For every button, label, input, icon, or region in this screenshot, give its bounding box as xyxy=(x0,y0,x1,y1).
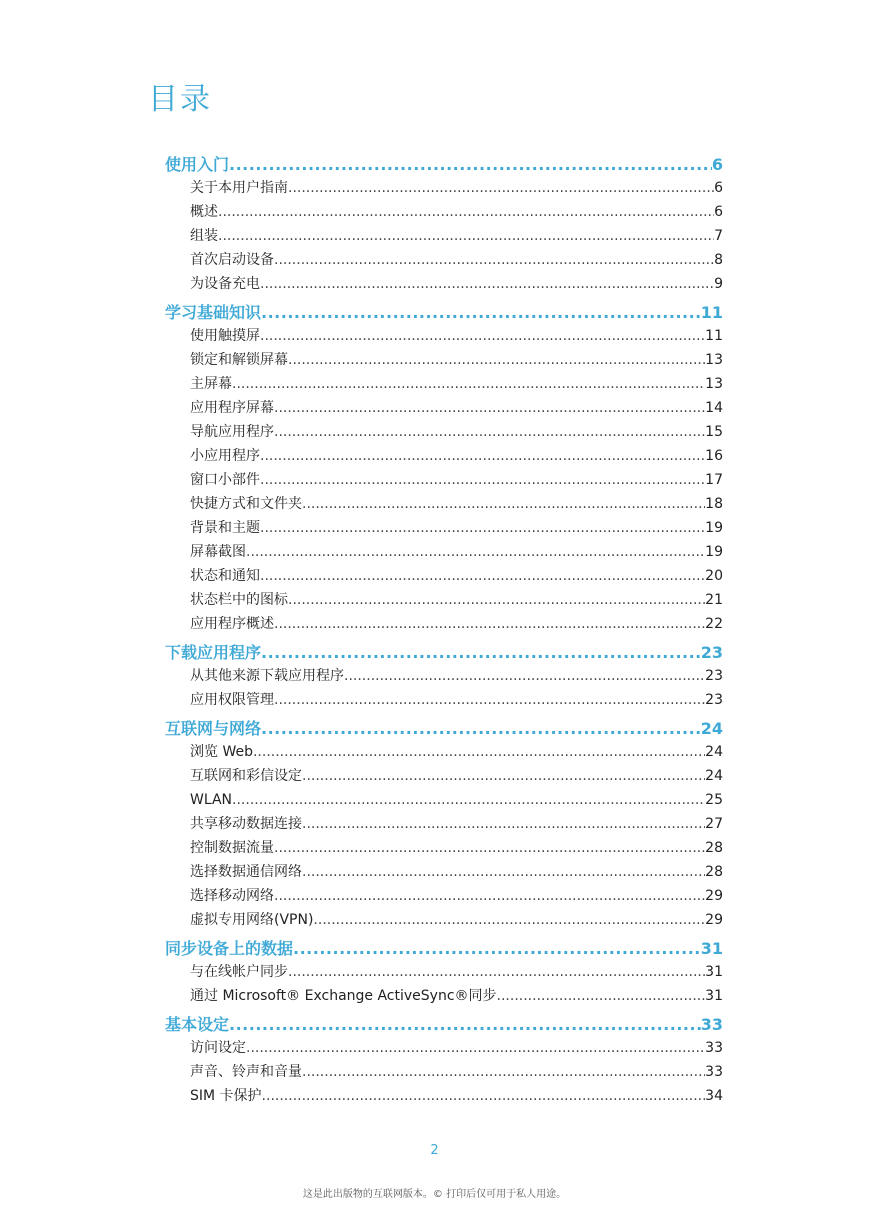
table-of-contents xyxy=(165,150,723,1108)
toc-chapter[interactable] xyxy=(165,298,723,324)
item-title: 导航应用程序 xyxy=(190,424,274,440)
toc-item[interactable] xyxy=(165,272,723,296)
item-page: 19 xyxy=(705,520,723,536)
dot-leader xyxy=(274,420,705,444)
toc-item[interactable] xyxy=(165,612,723,636)
item-page: 29 xyxy=(705,912,723,928)
toc-item[interactable] xyxy=(165,224,723,248)
toc-item[interactable] xyxy=(165,836,723,860)
toc-item[interactable] xyxy=(165,540,723,564)
item-title: 应用程序概述 xyxy=(190,616,274,632)
dot-leader xyxy=(274,688,705,712)
dot-leader xyxy=(302,812,705,836)
item-page: 27 xyxy=(705,816,723,832)
toc-item[interactable] xyxy=(165,248,723,272)
chapter-title: 学习基础知识 xyxy=(165,303,262,322)
item-page: 22 xyxy=(705,616,723,632)
toc-item[interactable] xyxy=(165,860,723,884)
toc-item[interactable] xyxy=(165,1060,723,1084)
item-title: 主屏幕 xyxy=(190,376,232,392)
item-page: 20 xyxy=(705,568,723,584)
dot-leader xyxy=(260,468,705,492)
item-title: 浏览 Web xyxy=(190,744,253,760)
item-title: 快捷方式和文件夹 xyxy=(190,496,302,512)
toc-chapter[interactable] xyxy=(165,714,723,740)
toc-item[interactable] xyxy=(165,372,723,396)
item-page: 18 xyxy=(705,496,723,512)
dot-leader xyxy=(274,884,705,908)
chapter-title: 使用入门 xyxy=(165,155,230,174)
toc-section xyxy=(165,1010,723,1108)
toc-chapter[interactable] xyxy=(165,934,723,960)
item-page: 11 xyxy=(705,328,723,344)
chapter-page: 11 xyxy=(700,303,723,322)
item-title: 使用触摸屏 xyxy=(190,328,260,344)
chapter-title: 基本设定 xyxy=(165,1015,230,1034)
item-title: 从其他来源下载应用程序 xyxy=(190,668,344,684)
toc-item[interactable] xyxy=(165,788,723,812)
chapter-title: 同步设备上的数据 xyxy=(165,939,294,958)
dot-leader xyxy=(313,908,705,932)
item-title: 应用程序屏幕 xyxy=(190,400,274,416)
chapter-page: 24 xyxy=(700,719,723,738)
dot-leader xyxy=(274,396,705,420)
item-page: 13 xyxy=(705,352,723,368)
item-title: 通过 Microsoft® Exchange ActiveSync®同步 xyxy=(190,988,497,1004)
toc-chapter[interactable] xyxy=(165,638,723,664)
toc-item[interactable] xyxy=(165,492,723,516)
item-page: 33 xyxy=(705,1064,723,1080)
dot-leader xyxy=(274,836,705,860)
item-title: 应用权限管理 xyxy=(190,692,274,708)
dot-leader xyxy=(260,516,705,540)
toc-item[interactable] xyxy=(165,664,723,688)
dot-leader xyxy=(260,444,705,468)
dot-leader xyxy=(253,740,705,764)
item-title: 共享移动数据连接 xyxy=(190,816,302,832)
dot-leader xyxy=(288,176,714,200)
toc-section xyxy=(165,934,723,1008)
dot-leader xyxy=(288,588,705,612)
item-page: 17 xyxy=(705,472,723,488)
toc-item[interactable] xyxy=(165,176,723,200)
toc-section xyxy=(165,150,723,296)
dot-leader xyxy=(218,224,714,248)
item-page: 21 xyxy=(705,592,723,608)
page-number: 2 xyxy=(430,1143,439,1158)
dot-leader xyxy=(302,492,705,516)
footer-note: 这是此出版物的互联网版本。© 打印后仅可用于私人用途。 xyxy=(302,1189,567,1200)
item-page: 16 xyxy=(705,448,723,464)
dot-leader xyxy=(260,564,705,588)
item-page: 6 xyxy=(714,204,723,220)
item-page: 28 xyxy=(705,864,723,880)
item-title: 组装 xyxy=(190,228,218,244)
dot-leader xyxy=(288,348,705,372)
toc-item[interactable] xyxy=(165,1084,723,1108)
dot-leader xyxy=(246,1036,705,1060)
toc-item[interactable] xyxy=(165,984,723,1008)
toc-chapter[interactable] xyxy=(165,150,723,176)
toc-item[interactable] xyxy=(165,200,723,224)
toc-item[interactable] xyxy=(165,420,723,444)
item-page: 13 xyxy=(705,376,723,392)
item-title: WLAN xyxy=(190,792,233,808)
toc-section xyxy=(165,714,723,932)
toc-item[interactable] xyxy=(165,324,723,348)
item-title: 小应用程序 xyxy=(190,448,260,464)
item-title: 与在线帐户同步 xyxy=(190,964,288,980)
dot-leader xyxy=(232,788,705,812)
item-title: 概述 xyxy=(190,204,218,220)
item-page: 19 xyxy=(705,544,723,560)
chapter-page: 6 xyxy=(711,155,723,174)
item-title: 为设备充电 xyxy=(190,276,260,292)
chapter-title: 下载应用程序 xyxy=(165,643,262,662)
item-title: 状态和通知 xyxy=(190,568,260,584)
toc-section xyxy=(165,638,723,712)
item-page: 6 xyxy=(714,180,723,196)
item-page: 24 xyxy=(705,744,723,760)
toc-item[interactable] xyxy=(165,884,723,908)
toc-item[interactable] xyxy=(165,444,723,468)
item-title: SIM 卡保护 xyxy=(190,1088,262,1104)
toc-item[interactable] xyxy=(165,960,723,984)
dot-leader xyxy=(302,860,705,884)
item-page: 8 xyxy=(714,252,723,268)
toc-item[interactable] xyxy=(165,1036,723,1060)
item-title: 首次启动设备 xyxy=(190,252,274,268)
page-title: 目录 xyxy=(148,82,212,117)
toc-chapter[interactable] xyxy=(165,1010,723,1036)
item-title: 背景和主题 xyxy=(190,520,260,536)
toc-item[interactable] xyxy=(165,812,723,836)
chapter-page: 23 xyxy=(700,643,723,662)
item-title: 关于本用户指南 xyxy=(190,180,288,196)
toc-section xyxy=(165,298,723,636)
item-title: 窗口小部件 xyxy=(190,472,260,488)
item-page: 25 xyxy=(705,792,723,808)
item-title: 选择数据通信网络 xyxy=(190,864,302,880)
item-title: 控制数据流量 xyxy=(190,840,274,856)
dot-leader xyxy=(302,1060,705,1084)
toc-item[interactable] xyxy=(165,740,723,764)
toc-item[interactable] xyxy=(165,908,723,932)
dot-leader xyxy=(288,960,705,984)
item-page: 9 xyxy=(714,276,723,292)
dot-leader xyxy=(274,248,714,272)
item-page: 23 xyxy=(705,668,723,684)
item-title: 声音、铃声和音量 xyxy=(190,1064,302,1080)
toc-item[interactable] xyxy=(165,348,723,372)
dot-leader xyxy=(260,272,714,296)
item-page: 29 xyxy=(705,888,723,904)
chapter-page: 31 xyxy=(700,939,723,958)
toc-item[interactable] xyxy=(165,764,723,788)
toc-item[interactable] xyxy=(165,588,723,612)
dot-leader xyxy=(232,372,705,396)
item-title: 访问设定 xyxy=(190,1040,246,1056)
dot-leader xyxy=(302,764,705,788)
item-title: 锁定和解锁屏幕 xyxy=(190,352,288,368)
item-page: 33 xyxy=(705,1040,723,1056)
dot-leader xyxy=(344,664,705,688)
dot-leader xyxy=(246,540,705,564)
dot-leader xyxy=(260,324,705,348)
chapter-title: 互联网与网络 xyxy=(165,719,262,738)
dot-leader xyxy=(274,612,705,636)
item-title: 屏幕截图 xyxy=(190,544,246,560)
toc-item[interactable] xyxy=(165,468,723,492)
item-title: 虚拟专用网络(VPN) xyxy=(190,912,314,928)
toc-item[interactable] xyxy=(165,564,723,588)
item-page: 7 xyxy=(714,228,723,244)
item-page: 31 xyxy=(705,988,723,1004)
toc-item[interactable] xyxy=(165,396,723,420)
toc-item[interactable] xyxy=(165,516,723,540)
item-title: 状态栏中的图标 xyxy=(190,592,288,608)
chapter-page: 33 xyxy=(700,1015,723,1034)
toc-item[interactable] xyxy=(165,688,723,712)
item-title: 互联网和彩信设定 xyxy=(190,768,302,784)
item-page: 24 xyxy=(705,768,723,784)
item-page: 23 xyxy=(705,692,723,708)
item-page: 34 xyxy=(705,1088,723,1104)
dot-leader xyxy=(218,200,714,224)
item-page: 31 xyxy=(705,964,723,980)
dot-leader xyxy=(497,984,706,1008)
item-page: 15 xyxy=(705,424,723,440)
item-page: 14 xyxy=(705,400,723,416)
item-page: 28 xyxy=(705,840,723,856)
dot-leader xyxy=(262,1084,706,1108)
item-title: 选择移动网络 xyxy=(190,888,274,904)
